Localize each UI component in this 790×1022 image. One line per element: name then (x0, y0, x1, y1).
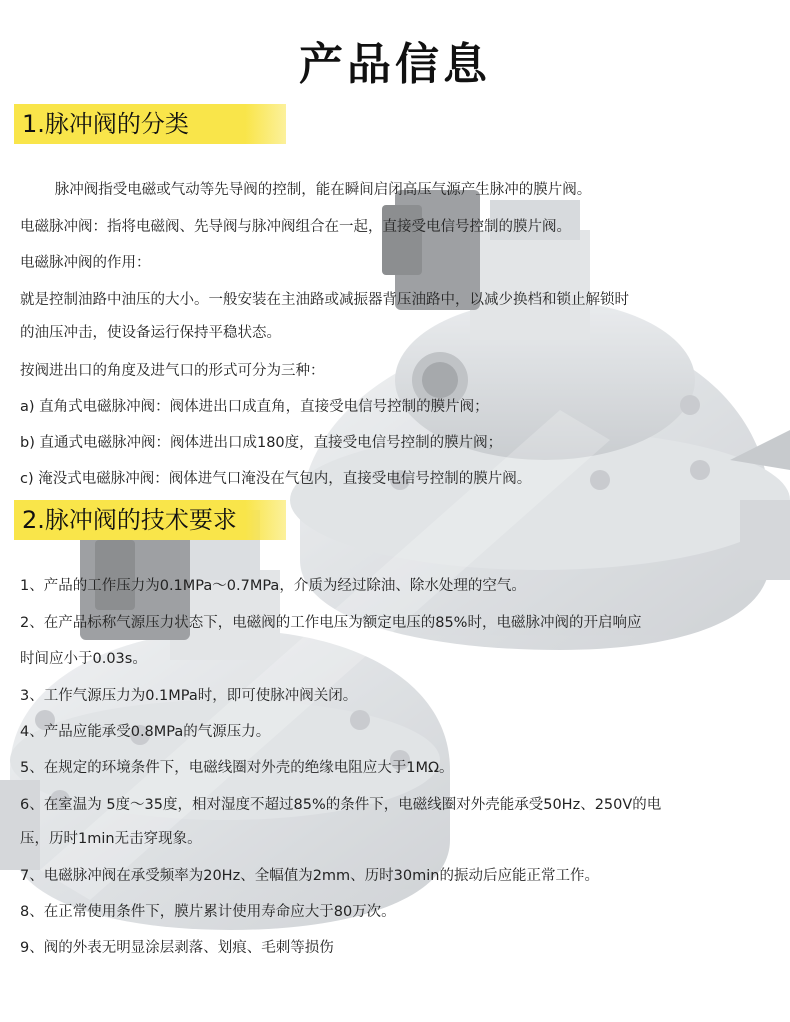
section2-requirement-line: 4、产品应能承受0.8MPa的气源压力。 (20, 724, 271, 740)
section2-requirement-line: 5、在规定的环境条件下，电磁线圈对外壳的绝缘电阻应大于1MΩ。 (20, 760, 454, 776)
section2-requirement-line: 8、在正常使用条件下，膜片累计使用寿命应大于80万次。 (20, 904, 396, 920)
section1-paragraph-line: 电磁脉冲阀的作用： (20, 255, 151, 271)
section1-paragraph-line: 的油压冲击，使设备运行保持平稳状态。 (20, 325, 281, 341)
section1-paragraph-line: 就是控制油路中油压的大小。一般安装在主油路或减振器背压油路中，以减少换档和锁止解锁时 (20, 292, 629, 308)
section-heading-classification: 1.脉冲阀的分类 (14, 104, 286, 144)
section-heading-technical-requirements: 2.脉冲阀的技术要求 (14, 500, 286, 540)
page-title: 产品信息 (299, 39, 491, 90)
section2-requirement-line: 压，历时1min无击穿现象。 (20, 831, 202, 847)
section2-requirement-line: 1、产品的工作压力为0.1MPa～0.7MPa，介质为经过除油、除水处理的空气。 (20, 578, 526, 594)
section2-requirement-line: 2、在产品标称气源压力状态下，电磁阀的工作电压为额定电压的85%时，电磁脉冲阀的开启响应 (20, 615, 642, 631)
section1-paragraph-line: 按阀进出口的角度及进气口的形式可分为三种： (20, 363, 325, 379)
section2-requirement-line: 6、在室温为 5度～35度，相对湿度不超过85%的条件下，电磁线圈对外壳能承受50Hz、250V的电 (20, 797, 662, 813)
section2-requirement-line: 7、电磁脉冲阀在承受频率为20Hz、全幅值为2mm、历时30min的振动后应能正常工作。 (20, 868, 599, 884)
section1-paragraph-line: 脉冲阀指受电磁或气动等先导阀的控制，能在瞬间启闭高压气源产生脉冲的膜片阀。 (54, 182, 592, 198)
section1-list-item: b) 直通式电磁脉冲阀：阀体进出口成180度，直接受电信号控制的膜片阀； (20, 435, 503, 451)
section2-requirement-line: 9、阀的外表无明显涂层剥落、划痕、毛刺等损伤 (20, 940, 334, 956)
section1-list-item: c) 淹没式电磁脉冲阀：阀体进气口淹没在气包内，直接受电信号控制的膜片阀。 (20, 471, 532, 487)
section1-paragraph-line: 电磁脉冲阀：指将电磁阀、先导阀与脉冲阀组合在一起，直接受电信号控制的膜片阀。 (20, 219, 571, 235)
section2-requirement-line: 3、工作气源压力为0.1MPa时，即可使脉冲阀关闭。 (20, 688, 358, 704)
section2-requirement-line: 时间应小于0.03s。 (20, 651, 147, 667)
section1-list-item: a) 直角式电磁脉冲阀：阀体进出口成直角，直接受电信号控制的膜片阀； (20, 399, 489, 415)
